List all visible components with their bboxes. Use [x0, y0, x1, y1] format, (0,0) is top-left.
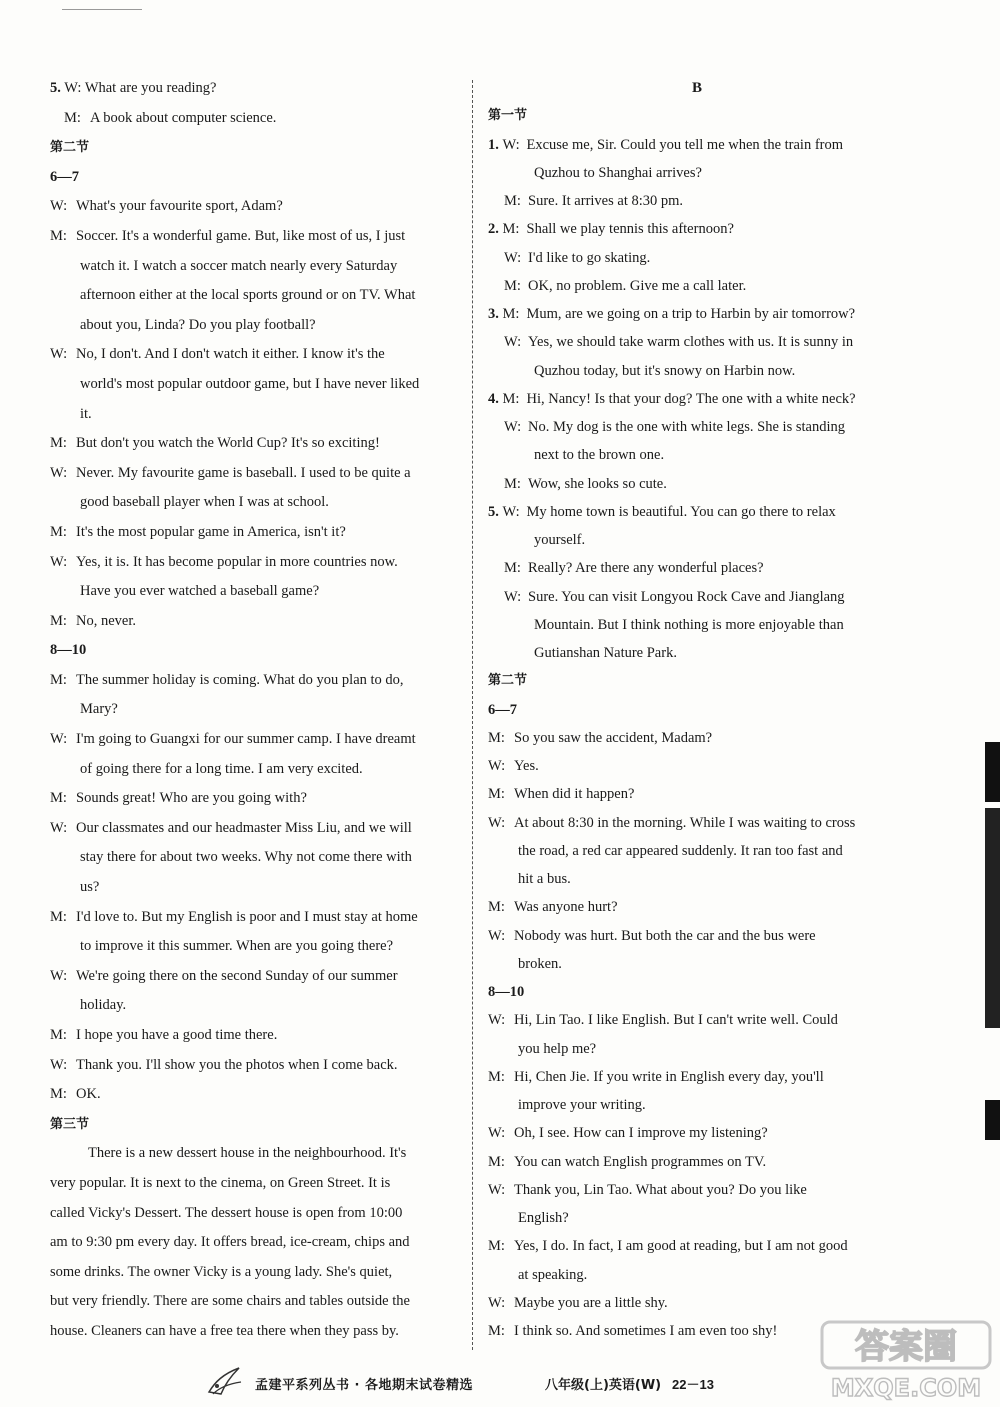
dialogue-line — [50, 903, 466, 933]
speaker-label: W: — [50, 731, 68, 748]
dialogue-text: At about 8:30 in the morning. While I was waiting to cross — [514, 814, 856, 831]
question-number: 1. — [488, 136, 499, 153]
page-number: 22－13 — [672, 1377, 714, 1392]
speaker-label: W: — [504, 249, 522, 266]
question-number: 4. — [488, 390, 499, 407]
dialogue-line — [488, 159, 906, 187]
dialogue-line — [488, 357, 906, 385]
watermark-cn: 答案圈 — [855, 1327, 957, 1367]
dialogue-text: world's most popular outdoor game, but I have never liked — [80, 375, 420, 392]
dialogue-text: OK. — [76, 1086, 101, 1103]
speaker-label: M: — [50, 1027, 67, 1043]
speaker-label: W: — [50, 1056, 68, 1073]
dialogue-line — [50, 814, 466, 844]
dialogue-line — [488, 244, 906, 272]
column-divider — [472, 80, 473, 1350]
speaker-label: M: — [504, 277, 521, 294]
dialogue-line — [488, 752, 906, 780]
speaker-label: M: — [488, 899, 505, 916]
dialogue-text: of going there for a long time. I am very excited. — [80, 760, 363, 777]
speaker-label: W: — [488, 814, 506, 831]
dialogue-text: Was anyone hurt? — [514, 899, 618, 916]
dialogue-text: about you, Linda? Do you play football? — [80, 316, 316, 333]
dialogue-text: No. My dog is the one with white legs. She is standing — [528, 419, 845, 435]
dialogue-line — [50, 192, 466, 222]
speaker-label: W: — [50, 346, 68, 363]
dialogue-line — [488, 441, 906, 469]
passage-line: There is a new dessert house in the neighbourhood. It's — [88, 1145, 407, 1162]
dialogue-text: We're going there on the second Sunday of our summer — [76, 967, 398, 984]
dialogue-line — [488, 1204, 906, 1232]
dialogue-text: stay there for about two weeks. Why not come there with — [80, 849, 412, 866]
dialogue-text: Yes, it is. It has become popular in more countries now. — [76, 553, 398, 570]
dialogue-line — [488, 272, 906, 300]
dialogue-text: I hope you have a good time there. — [76, 1027, 278, 1043]
dialogue-line — [50, 400, 466, 430]
dialogue-line — [50, 488, 466, 518]
dialogue-line — [488, 639, 906, 667]
question-5 — [50, 74, 466, 104]
speaker-label: W: — [50, 198, 68, 215]
dialogue-text: It's the most popular game in America, isn't it? — [76, 523, 346, 540]
speaker-label: W: — [488, 758, 506, 774]
dialogue-text: broken. — [518, 955, 562, 972]
dialogue-line — [50, 843, 466, 873]
section-heading: 第二节 — [50, 140, 90, 156]
question-number: 3. — [488, 306, 499, 322]
dialogue-text: I think so. And sometimes I am even too shy! — [514, 1323, 778, 1339]
dialogue-text: What's your favourite sport, Adam? — [76, 198, 283, 215]
dialogue-text: hit a bus. — [518, 871, 571, 887]
dialogue-line — [488, 385, 906, 413]
speaker-label: M: — [504, 560, 521, 577]
section-heading: 第一节 — [488, 108, 528, 124]
dialogue-text: Oh, I see. How can I improve my listening? — [514, 1125, 768, 1142]
dialogue-line — [488, 1289, 906, 1317]
group-label: 8—10 — [50, 642, 87, 659]
dialogue-line — [488, 187, 906, 215]
dialogue-line — [488, 865, 906, 893]
dialogue-text: Thank you, Lin Tao. What about you? Do you like — [514, 1181, 807, 1198]
dialogue-line — [488, 526, 906, 554]
dialogue-line — [50, 755, 466, 785]
dialogue-line — [488, 780, 906, 808]
speaker-label: W: — [50, 553, 68, 570]
dialogue-text: Mum, are we going on a trip to Harbin by air tomorrow? — [526, 306, 856, 322]
dialogue-line — [50, 518, 466, 548]
dialogue-line — [488, 498, 906, 526]
dialogue-text: Hi, Lin Tao. I like English. But I can't write well. Could — [514, 1012, 838, 1029]
dialogue-line — [50, 459, 466, 489]
dialogue-text: Our classmates and our headmaster Miss Liu, and we will — [76, 819, 412, 836]
dialogue-line — [488, 893, 906, 921]
dialogue-line — [488, 1176, 906, 1204]
speaker-label: M: — [488, 786, 505, 803]
dialogue-line — [50, 370, 466, 400]
dialogue-line — [488, 215, 906, 243]
dialogue-line — [50, 607, 466, 637]
speaker-label: W: — [504, 588, 522, 605]
dialogue-text: English? — [518, 1210, 569, 1226]
speaker-label: M: — [50, 671, 67, 688]
dialogue-text: Sounds great! Who are you going with? — [76, 790, 307, 807]
speaker-label: M: — [488, 1153, 505, 1170]
dialogue-text: Have you ever watched a baseball game? — [80, 583, 320, 600]
dialogue-text: to improve it this summer. When are you going there? — [80, 938, 394, 955]
speaker-label: M: — [504, 475, 521, 492]
page-edge-mark — [985, 808, 1000, 1028]
dialogue-line — [488, 1006, 906, 1034]
dialogue-text: Yes, I do. In fact, I am good at reading, but I am not good — [514, 1238, 848, 1255]
speaker-label: M: — [64, 109, 81, 126]
dialogue-line — [488, 809, 906, 837]
dialogue-text: you help me? — [518, 1040, 597, 1057]
dialogue-text: My home town is beautiful. You can go there to relax — [526, 503, 836, 520]
dialogue-line — [50, 104, 466, 134]
dialogue-text: Quzhou to Shanghai arrives? — [534, 164, 702, 181]
passage-line: some drinks. The owner Vicky is a young lady. She's quiet, — [50, 1263, 393, 1280]
dialogue-line — [488, 413, 906, 441]
dialogue-text: Maybe you are a little shy. — [514, 1294, 668, 1311]
dialogue-text: Thank you. I'll show you the photos when I come back. — [76, 1056, 398, 1073]
speaker-label: W: — [502, 136, 520, 153]
dialogue-line — [50, 932, 466, 962]
dialogue-text: Mountain. But I think nothing is more enjoyable than — [534, 616, 844, 633]
speaker-label: W: — [502, 503, 520, 520]
dialogue-line — [50, 252, 466, 282]
passage-line: am to 9:30 pm every day. It offers bread, ice-cream, chips and — [50, 1234, 410, 1251]
dialogue-line — [488, 470, 906, 498]
dialogue-text: OK, no problem. Give me a call later. — [528, 277, 747, 294]
dialogue-text: When did it happen? — [514, 786, 635, 803]
dialogue-line — [488, 1119, 906, 1147]
dialogue-line — [488, 554, 906, 582]
grade-subject: 八年级(上)英语(W) — [545, 1378, 662, 1393]
dialogue-text: I'd love to. But my English is poor and I must stay at home — [76, 908, 418, 925]
speaker-label: W: — [488, 1181, 506, 1198]
dialogue-text: improve your writing. — [518, 1097, 646, 1113]
speaker-label: W: — [504, 334, 522, 351]
speaker-label: W: — [50, 464, 68, 481]
dialogue-text: No, I don't. And I don't watch it either. I know it's the — [76, 346, 385, 363]
series-title: 孟建平系列丛书 · 各地期末试卷精选 — [255, 1378, 473, 1393]
passage-line: house. Cleaners can have a free tea there when they pass by. — [50, 1322, 399, 1339]
speaker-label: M: — [50, 1086, 67, 1103]
dialogue-text: I'd like to go skating. — [528, 249, 651, 266]
dialogue-line — [488, 300, 906, 328]
dialogue-line — [50, 784, 466, 814]
dialogue-text: watch it. I watch a soccer match nearly every Saturday — [80, 257, 398, 274]
speaker-label: M: — [488, 1068, 505, 1085]
speaker-label: W: — [488, 1125, 506, 1142]
dialogue-line — [50, 281, 466, 311]
dialogue-text: afternoon either at the local sports ground or on TV. What — [80, 287, 416, 304]
dialogue-line — [488, 1063, 906, 1091]
dialogue-text: Wow, she looks so cute. — [528, 475, 667, 492]
dialogue-text: No, never. — [76, 612, 136, 629]
dialogue-text: Soccer. It's a wonderful game. But, like most of us, I just — [76, 227, 406, 244]
dialogue-text: good baseball player when I was at school. — [80, 494, 329, 511]
question-number: 2. — [488, 221, 499, 238]
dialogue-line — [50, 991, 466, 1021]
dialogue-text: Excuse me, Sir. Could you tell me when the train from — [526, 136, 844, 153]
dialogue-text: Mary? — [80, 701, 118, 718]
speaker-label: W: — [488, 1012, 506, 1029]
dialogue-line — [488, 1232, 906, 1260]
dialogue-line — [488, 922, 906, 950]
speaker-label: W: — [488, 1294, 506, 1311]
dialogue-text: Never. My favourite game is baseball. I used to be quite a — [76, 464, 411, 481]
dialogue-text: You can watch English programmes on TV. — [514, 1153, 767, 1170]
dialogue-text: Really? Are there any wonderful places? — [528, 560, 764, 577]
speaker-label: M: — [504, 193, 521, 209]
dialogue-text: the road, a red car appeared suddenly. It ran too fast and — [518, 842, 843, 859]
dialogue-text: Yes, we should take warm clothes with us. It is sunny in — [528, 334, 854, 351]
dialogue-line — [50, 666, 466, 696]
dialogue-line — [50, 725, 466, 755]
group-label: 6—7 — [488, 701, 517, 718]
part-heading: B — [691, 80, 702, 96]
watermark-logo — [818, 1318, 994, 1404]
dialogue-line — [50, 577, 466, 607]
dialogue-line — [488, 1261, 906, 1289]
section-heading: 第二节 — [488, 673, 528, 689]
speaker-label: M: — [502, 390, 520, 407]
dialogue-text: Shall we play tennis this afternoon? — [526, 221, 734, 238]
speaker-label: M: — [502, 221, 520, 238]
speaker-label: M: — [50, 435, 67, 452]
dialogue-text: Gutianshan Nature Park. — [534, 645, 677, 661]
dialogue-line — [488, 1148, 906, 1176]
publisher-logo-icon — [205, 1364, 245, 1398]
dialogue-line — [488, 328, 906, 356]
dialogue-line — [488, 583, 906, 611]
dialogue-line — [50, 429, 466, 459]
question-number: 5. — [50, 80, 61, 96]
dialogue-line — [50, 1051, 466, 1081]
dialogue-text: I'm going to Guangxi for our summer camp. I have dreamt — [76, 731, 416, 748]
dialogue-text: Yes. — [514, 758, 539, 774]
speaker-label: W: — [50, 819, 68, 836]
page-edge-mark — [985, 742, 1000, 802]
dialogue-text: But don't you watch the World Cup? It's so exciting! — [76, 435, 380, 452]
dialogue-text: Hi, Chen Jie. If you write in English every day, you'll — [514, 1068, 824, 1085]
speaker-label: M: — [50, 227, 67, 244]
passage-line: but very friendly. There are some chairs and tables outside the — [50, 1293, 410, 1310]
dialogue-line — [488, 131, 906, 159]
dialogue-text: The summer holiday is coming. What do you plan to do, — [76, 671, 404, 688]
dialogue-text: Hi, Nancy! Is that your dog? The one with a white neck? — [526, 390, 856, 407]
dialogue-line — [50, 695, 466, 725]
dialogue-text: it. — [80, 405, 92, 422]
dialogue-line — [50, 1021, 466, 1051]
speaker-label: M: — [50, 612, 67, 629]
dialogue-text: What are you reading? — [84, 80, 217, 96]
speaker-label: W: — [64, 80, 82, 96]
speaker-label: W: — [50, 967, 68, 984]
dialogue-line — [50, 873, 466, 903]
dialogue-text: us? — [80, 879, 100, 896]
dialogue-line — [50, 222, 466, 252]
speaker-label: M: — [50, 790, 67, 807]
speaker-label: M: — [488, 729, 505, 746]
speaker-label: W: — [504, 419, 522, 435]
question-number: 5. — [488, 503, 499, 520]
dialogue-text: holiday. — [80, 997, 127, 1014]
dialogue-text: next to the brown one. — [534, 447, 665, 464]
speaker-label: M: — [50, 523, 67, 540]
page-edge-mark — [985, 1100, 1000, 1140]
group-label: 6—7 — [50, 168, 79, 185]
dialogue-line — [488, 837, 906, 865]
group-label: 8—10 — [488, 984, 525, 1000]
passage-line: very popular. It is next to the cinema, on Green Street. It is — [50, 1174, 391, 1191]
speaker-label: M: — [50, 908, 67, 925]
dialogue-line — [50, 548, 466, 578]
dialogue-line — [488, 950, 906, 978]
section-heading: 第三节 — [50, 1116, 90, 1132]
dialogue-text: Quzhou today, but it's snowy on Harbin now. — [534, 362, 796, 379]
dialogue-line — [50, 311, 466, 341]
dialogue-text: A book about computer science. — [90, 109, 277, 126]
dialogue-text: Nobody was hurt. But both the car and the bus were — [514, 927, 816, 944]
dialogue-line — [488, 724, 906, 752]
left-column — [50, 74, 466, 1347]
dialogue-line — [50, 962, 466, 992]
passage-line: called Vicky's Dessert. The dessert house is open from 10:00 — [50, 1204, 403, 1221]
dialogue-line — [488, 1035, 906, 1063]
dialogue-text: at speaking. — [518, 1266, 588, 1283]
dialogue-text: Sure. You can visit Longyou Rock Cave and Jianglang — [528, 588, 845, 605]
speaker-label: M: — [488, 1238, 505, 1255]
speaker-label: W: — [488, 927, 506, 944]
top-rule — [62, 9, 142, 10]
dialogue-line — [50, 340, 466, 370]
speaker-label: M: — [488, 1323, 505, 1339]
dialogue-line — [488, 611, 906, 639]
dialogue-text: yourself. — [534, 532, 586, 548]
dialogue-line — [488, 1091, 906, 1119]
speaker-label: M: — [502, 306, 520, 322]
dialogue-line — [50, 1080, 466, 1110]
dialogue-text: Sure. It arrives at 8:30 pm. — [528, 193, 684, 209]
right-column — [488, 74, 906, 1345]
watermark-url: MXQE.COM — [830, 1374, 982, 1402]
dialogue-text: So you saw the accident, Madam? — [514, 729, 713, 746]
